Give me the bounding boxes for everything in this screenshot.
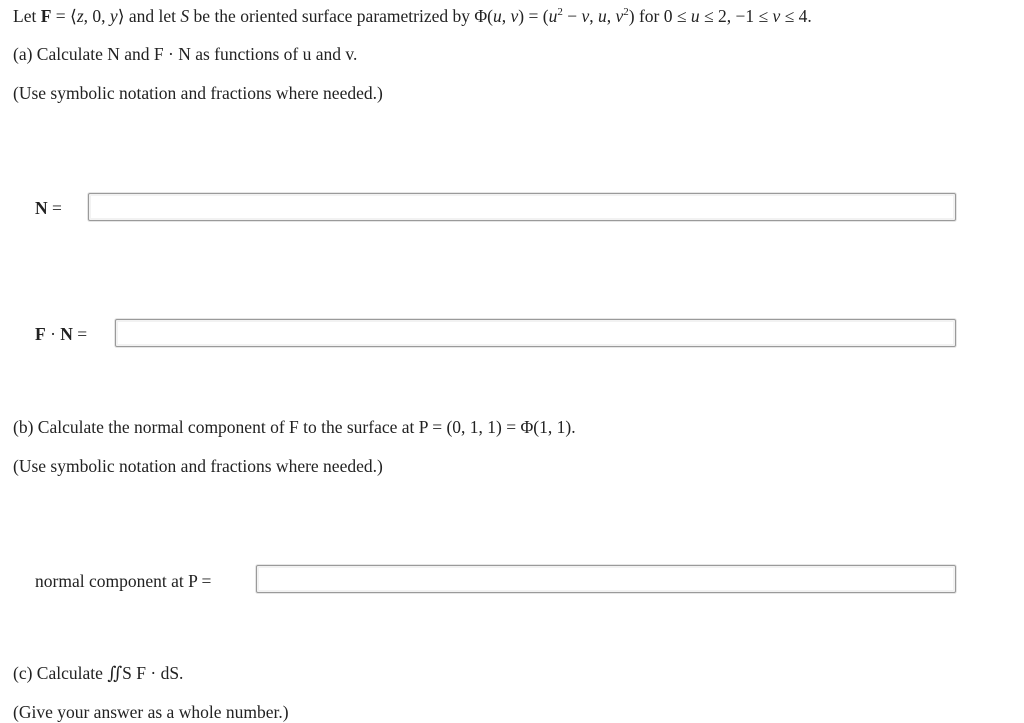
n-label: N = [35, 198, 62, 218]
fn-label-text [0, 0, 1, 1]
part-c-hint: (Give your answer as a whole number.) [13, 702, 289, 722]
part-b-question: (b) Calculate the normal component of F to the surface at P = (0, 1, 1) = Φ(1, 1). [13, 417, 576, 437]
n-label-text [0, 0, 1, 1]
normal-component-label: normal component at P = [35, 571, 212, 591]
problem-statement [13, 5, 812, 27]
part-a-question: (a) Calculate N and F · N as functions of u and v. [13, 44, 358, 64]
part-c-question: (c) Calculate ∬S F · dS. [13, 663, 184, 683]
problem-statement-display: Let F = ⟨z, 0, y⟩ and let S be the oriented surface parametrized by Φ(u, $v) = (u^2 - v$, u, $v^2$) for 0 ≤ u ≤ 2, −1 ≤ v ≤ 4. [13, 6, 812, 26]
fn-label: F · N = [35, 324, 88, 344]
normal-component-input[interactable] [256, 565, 956, 593]
fn-input[interactable] [115, 319, 956, 347]
part-b-hint: (Use symbolic notation and fractions where needed.) [13, 456, 383, 476]
n-input[interactable] [88, 193, 956, 221]
part-a-hint: (Use symbolic notation and fractions where needed.) [13, 83, 383, 103]
